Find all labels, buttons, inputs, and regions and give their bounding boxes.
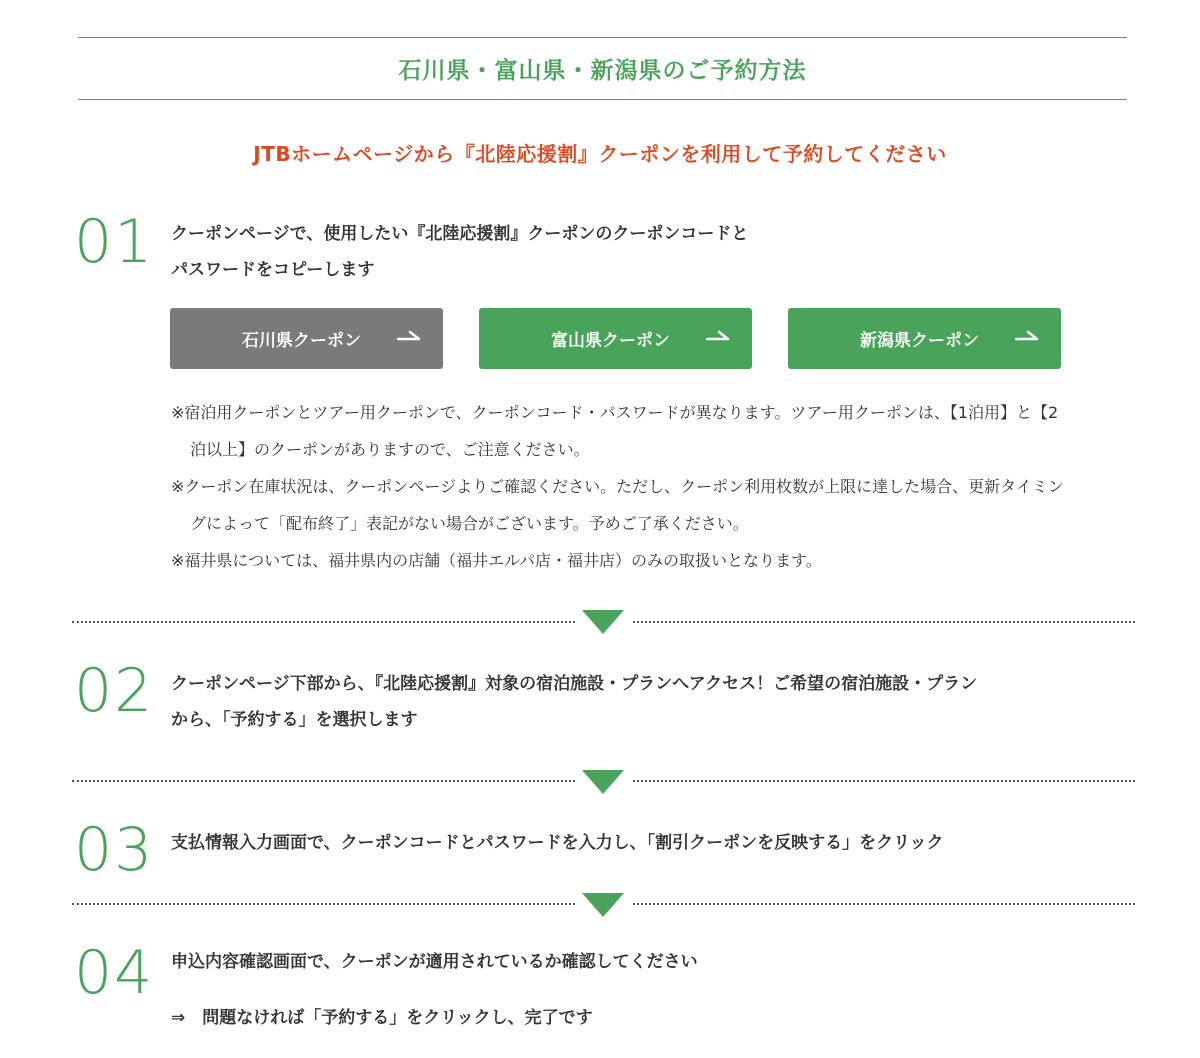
step-number: 03 (74, 815, 155, 885)
button-label: 新潟県クーポン (860, 331, 979, 351)
step-number: 01 (74, 207, 155, 277)
down-arrow-icon (582, 610, 624, 634)
lead-text: JTBホームページから『北陸応援割』クーポンを利用して予約してください (253, 142, 947, 166)
step-text-line: クーポンページで、使用したい『北陸応援割』クーポンのクーポンコードと (171, 224, 749, 244)
step-text (171, 825, 1071, 861)
note-item: ※クーポン在庫状況は、クーポンページよりご確認ください。ただし、クーポン利用枚数が上限に達した場合、更新タイミングによって「配布終了」表記がない場合がございます。予めご了承ください。 (171, 477, 1064, 533)
step-text (171, 216, 1071, 288)
step-text-line: 申込内容確認画面で、クーポンが適用されているか確認してください (171, 952, 698, 972)
step-text-line: クーポンページ下部から、『北陸応援割』対象の宿泊施設・プランへアクセス！ご希望の宿泊施設・プラン (171, 674, 978, 694)
step-text (171, 948, 1071, 1032)
arrow-right-icon (706, 328, 730, 348)
button-label: 富山県クーポン (551, 331, 670, 351)
button-label: 石川県クーポン (242, 331, 361, 351)
note-item: ※福井県については、福井県内の店舗（福井エルパ店・福井店）のみの取扱いとなります。 (171, 551, 822, 570)
step-text-line: 支払情報入力画面で、クーポンコードとパスワードを入力し、「割引クーポンを反映する」をクリック (171, 833, 944, 853)
step-text-line: ⇒ 問題なければ「予約する」をクリックし、完了です (171, 1008, 593, 1028)
toyama-coupon-button[interactable] (479, 308, 752, 369)
step-number: 02 (74, 656, 155, 726)
down-arrow-icon (582, 770, 624, 794)
down-arrow-icon (582, 893, 624, 917)
step-text-line: パスワードをコピーします (171, 260, 375, 280)
notes-list (171, 394, 1071, 579)
step-number: 04 (74, 938, 155, 1008)
section-title-box (78, 37, 1127, 100)
arrow-right-icon (397, 328, 421, 348)
niigata-coupon-button[interactable] (788, 308, 1061, 369)
arrow-right-icon (1015, 328, 1039, 348)
page-title: 石川県・富山県・新潟県のご予約方法 (398, 58, 807, 84)
note-item: ※宿泊用クーポンとツアー用クーポンで、クーポンコード・パスワードが異なります。ツアー用クーポンは、【1泊用】と【2泊以上】のクーポンがありますので、ご注意ください。 (171, 403, 1059, 459)
step-text (171, 666, 1071, 738)
step-text-line: から、「予約する」を選択します (171, 710, 418, 730)
ishikawa-coupon-button[interactable] (170, 308, 443, 369)
